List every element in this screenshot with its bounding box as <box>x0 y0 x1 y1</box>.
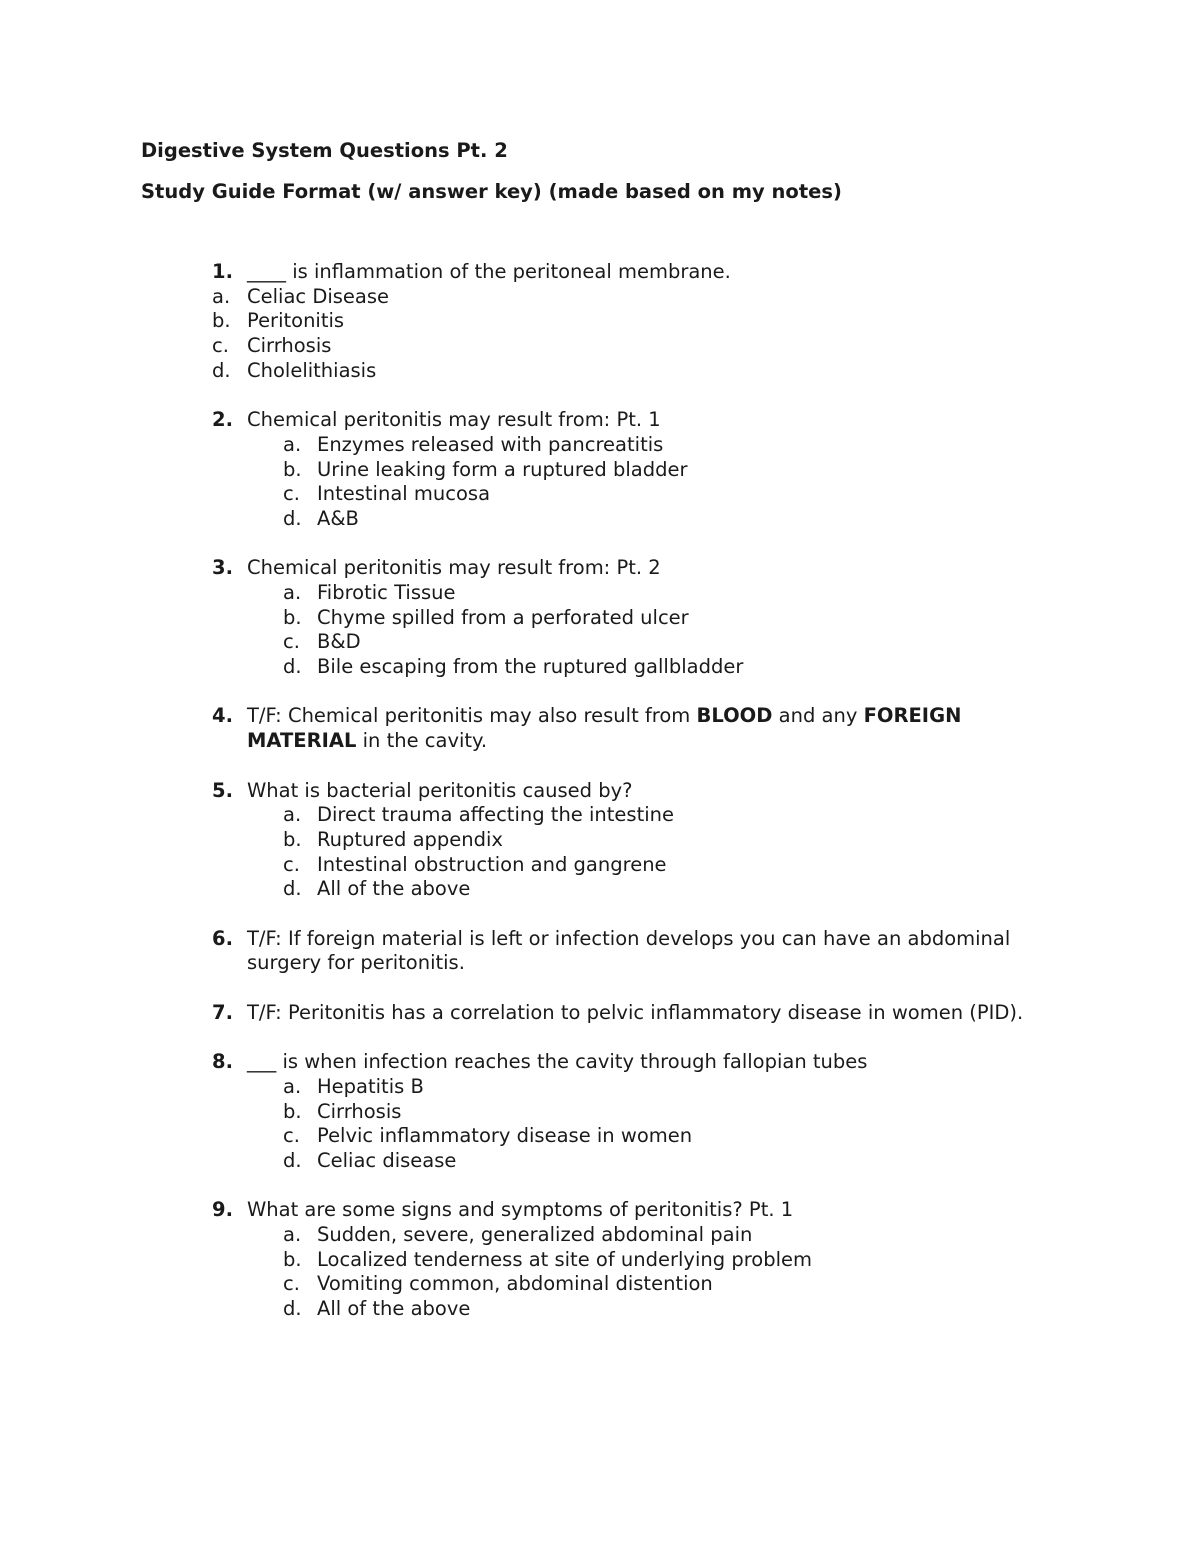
option-text: Direct trauma affecting the intestine <box>317 803 674 827</box>
option-text: Urine leaking form a ruptured bladder <box>317 457 688 481</box>
answer-option <box>0 655 1200 680</box>
answer-option <box>0 1149 1200 1174</box>
answer-option <box>0 334 1200 359</box>
question-item <box>0 408 1200 531</box>
option-text: Pelvic inflammatory disease in women <box>317 1124 693 1148</box>
question-text <box>247 408 1037 433</box>
question-row <box>0 927 1200 976</box>
question-number: 2. <box>212 408 233 432</box>
emphasis-text: FOREIGN MATERIAL <box>247 704 962 753</box>
question-row <box>0 556 1200 581</box>
question-number: 3. <box>212 556 233 580</box>
option-text: Fibrotic Tissue <box>317 580 456 604</box>
question-text-part: Chemical peritonitis may result from: Pt. 1 <box>247 408 661 432</box>
question-number: 1. <box>212 260 233 283</box>
answer-option <box>0 1272 1200 1297</box>
question-number: 4. <box>212 704 233 728</box>
question-text-part: Chemical peritonitis may result from: Pt. 2 <box>247 556 661 580</box>
answer-options <box>0 285 1200 384</box>
question-number: 9. <box>212 1198 233 1222</box>
question-number: 5. <box>212 778 233 802</box>
option-letter: d. <box>283 1148 302 1172</box>
answer-option <box>0 803 1200 828</box>
option-text: Sudden, severe, generalized abdominal pain <box>317 1222 753 1246</box>
option-letter: a. <box>283 432 302 456</box>
question-text-part: in the cavity. <box>356 729 488 753</box>
question-row <box>0 1198 1200 1223</box>
question-text-part: ___ is when infection reaches the cavity through fallopian tubes <box>247 1050 868 1074</box>
question-text-part: T/F: Chemical peritonitis may also result from <box>247 704 697 728</box>
question-text-part: and any <box>772 704 864 728</box>
document-title: Digestive System Questions Pt. 2 <box>141 139 508 162</box>
option-text: Bile escaping from the ruptured gallbladder <box>317 655 744 679</box>
answer-option <box>0 458 1200 483</box>
option-letter: d. <box>283 655 302 679</box>
option-text: All of the above <box>317 877 471 901</box>
answer-option <box>0 359 1200 384</box>
question-row <box>0 408 1200 433</box>
option-letter: c. <box>283 630 300 654</box>
question-row <box>0 260 1200 285</box>
answer-option <box>0 606 1200 631</box>
option-letter: b. <box>283 1099 302 1123</box>
option-letter: a. <box>283 1222 302 1246</box>
answer-options <box>0 1075 1200 1174</box>
question-text-part: What are some signs and symptoms of peritonitis? Pt. 1 <box>247 1198 794 1222</box>
question-text <box>247 260 1037 285</box>
option-text: Cholelithiasis <box>247 358 377 382</box>
question-number: 7. <box>212 1000 233 1024</box>
question-item <box>0 704 1200 753</box>
option-text: Cirrhosis <box>317 1099 402 1123</box>
question-text-part: ____ is inflammation of the peritoneal membrane. <box>247 260 731 283</box>
option-letter: b. <box>283 457 302 481</box>
option-letter: c. <box>283 852 300 876</box>
question-text <box>247 1198 1037 1223</box>
option-text: Enzymes released with pancreatitis <box>317 432 664 456</box>
answer-option <box>0 1100 1200 1125</box>
question-row <box>0 779 1200 804</box>
question-text <box>247 1050 1037 1075</box>
answer-options <box>0 803 1200 902</box>
option-letter: b. <box>283 1247 302 1271</box>
answer-option <box>0 877 1200 902</box>
option-text: A&B <box>317 506 359 530</box>
answer-option <box>0 1124 1200 1149</box>
answer-option <box>0 433 1200 458</box>
question-row <box>0 704 1200 753</box>
answer-option <box>0 853 1200 878</box>
option-letter: d. <box>212 358 231 382</box>
answer-options <box>0 433 1200 532</box>
question-text <box>247 927 1037 976</box>
option-text: B&D <box>317 630 361 654</box>
option-letter: c. <box>212 334 229 358</box>
question-text-part: T/F: Peritonitis has a correlation to pelvic inflammatory disease in women (PID). <box>247 1000 1024 1024</box>
option-letter: d. <box>283 506 302 530</box>
option-letter: a. <box>212 284 231 308</box>
question-number: 8. <box>212 1050 233 1074</box>
option-text: Celiac disease <box>317 1148 457 1172</box>
option-letter: b. <box>212 309 231 333</box>
question-text <box>247 556 1037 581</box>
option-letter: a. <box>283 1074 302 1098</box>
question-text <box>247 1001 1037 1026</box>
question-text <box>247 779 1037 804</box>
option-letter: b. <box>283 827 302 851</box>
option-text: Chyme spilled from a perforated ulcer <box>317 605 689 629</box>
option-text: All of the above <box>317 1297 471 1321</box>
question-text-part: T/F: If foreign material is left or infection develops you can have an abdominal surgery for peritonitis. <box>247 926 1011 975</box>
option-text: Vomiting common, abdominal distention <box>317 1272 713 1296</box>
option-text: Hepatitis B <box>317 1074 424 1098</box>
question-item <box>0 779 1200 902</box>
answer-option <box>0 285 1200 310</box>
answer-option <box>0 507 1200 532</box>
option-letter: a. <box>283 803 302 827</box>
question-item <box>0 927 1200 976</box>
option-letter: d. <box>283 877 302 901</box>
option-letter: d. <box>283 1297 302 1321</box>
question-text <box>247 704 1037 753</box>
option-letter: c. <box>283 482 300 506</box>
question-item <box>0 1001 1200 1026</box>
question-row <box>0 1050 1200 1075</box>
option-letter: b. <box>283 605 302 629</box>
option-text: Ruptured appendix <box>317 827 503 851</box>
option-letter: c. <box>283 1272 300 1296</box>
question-text-part: What is bacterial peritonitis caused by? <box>247 778 633 802</box>
question-list <box>0 260 1200 1346</box>
question-row <box>0 1001 1200 1026</box>
option-text: Cirrhosis <box>247 334 332 358</box>
answer-option <box>0 828 1200 853</box>
option-letter: a. <box>283 580 302 604</box>
answer-option <box>0 581 1200 606</box>
answer-option <box>0 1075 1200 1100</box>
answer-option <box>0 630 1200 655</box>
answer-options <box>0 581 1200 680</box>
option-text: Intestinal mucosa <box>317 482 491 506</box>
document-subtitle: Study Guide Format (w/ answer key) (made based on my notes) <box>141 180 842 203</box>
answer-options <box>0 1223 1200 1322</box>
option-text: Celiac Disease <box>247 284 390 308</box>
option-text: Peritonitis <box>247 309 345 333</box>
question-number: 6. <box>212 926 233 950</box>
option-text: Intestinal obstruction and gangrene <box>317 852 667 876</box>
question-item <box>0 260 1200 383</box>
question-item <box>0 556 1200 679</box>
answer-option <box>0 1223 1200 1248</box>
question-item <box>0 1050 1200 1173</box>
answer-option <box>0 1297 1200 1322</box>
option-letter: c. <box>283 1124 300 1148</box>
answer-option <box>0 1248 1200 1273</box>
question-item <box>0 1198 1200 1321</box>
emphasis-text: BLOOD <box>696 704 773 728</box>
answer-option <box>0 309 1200 334</box>
option-text: Localized tenderness at site of underlying problem <box>317 1247 813 1271</box>
answer-option <box>0 482 1200 507</box>
